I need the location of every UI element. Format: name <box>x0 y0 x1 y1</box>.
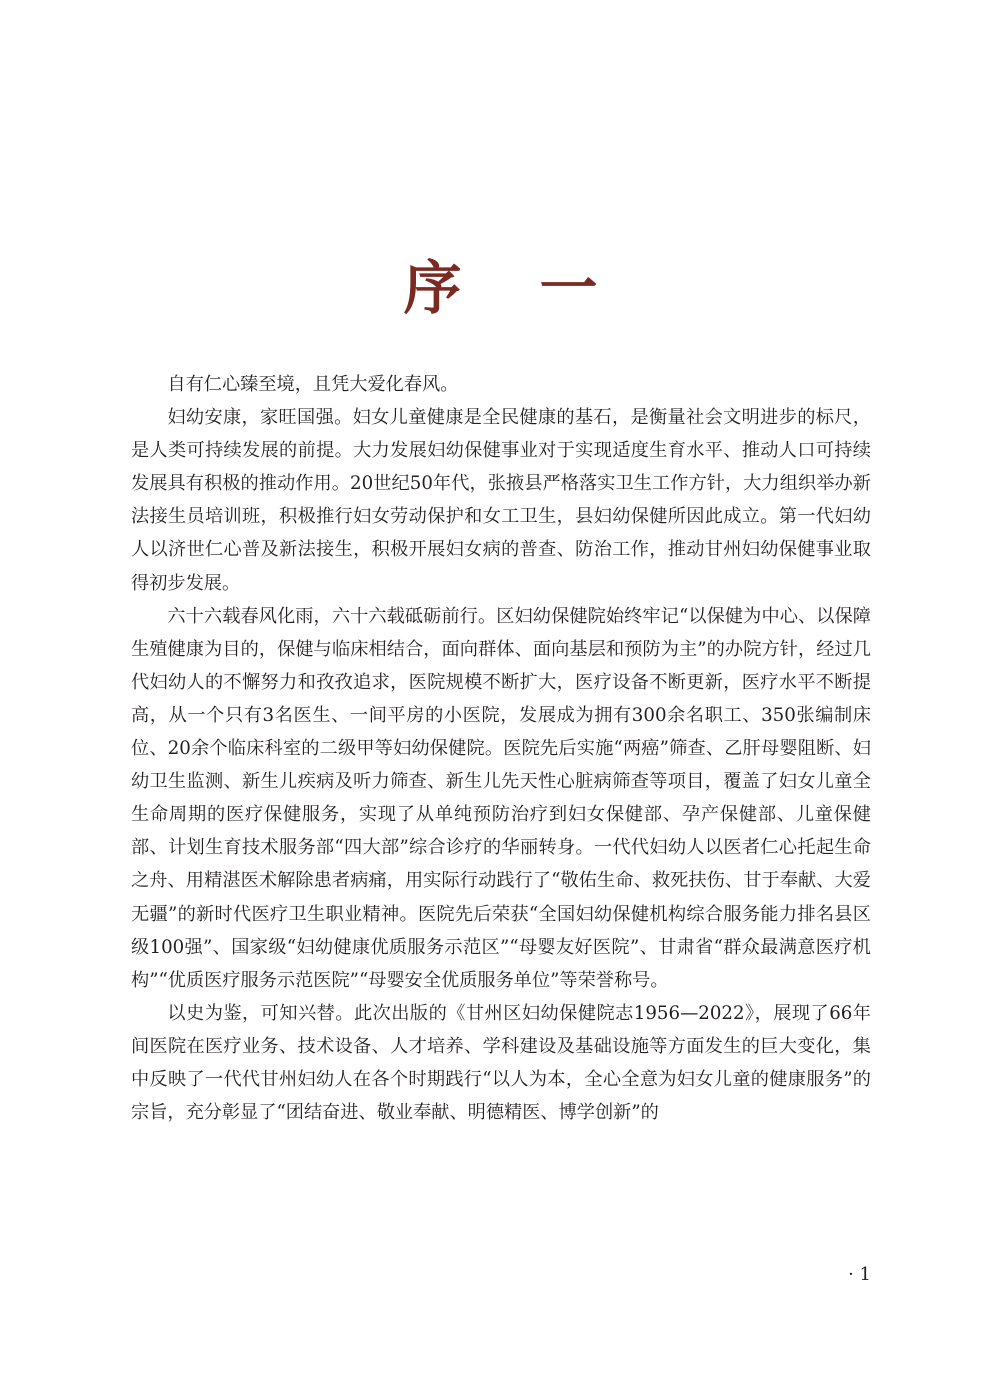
paragraph-1: 自有仁心臻至境，且凭大爱化春风。 <box>167 374 459 395</box>
preface-body <box>131 368 871 1129</box>
paragraph-2: 妇幼安康，家旺国强。妇女儿童健康是全民健康的基石，是衡量社会文明进步的标尺，是人类可持续发展的前提。大力发展妇幼保健事业对于实现适度生育水平、推动人口可持续发展具有积极的推动作用。20世纪50年代，张掖县严格落实卫生工作方针，大力组织举办新法接生员培训班，积极推行妇女劳动保护和女工卫生，县妇幼保健所因此成立。第一代妇幼人以济世仁心普及新法接生，积极开展妇女病的普查、防治工作，推动甘州妇幼保健事业取得初步发展。 <box>131 407 871 594</box>
page-number: · 1 <box>848 1264 871 1285</box>
page-title: 序一 <box>403 254 676 322</box>
paragraph-3: 六十六载春风化雨，六十六载砥砺前行。区妇幼保健院始终牢记“以保健为中心、以保障生殖健康为目的，保健与临床相结合，面向群体、面向基层和预防为主”的办院方针，经过几代妇幼人的不懈努力和孜孜追求，医院规模不断扩大，医疗设备不断更新，医疗水平不断提高，从一个只有3名医生、一间平房的小医院，发展成为拥有300余名职工、350张编制床位、20余个临床科室的二级甲等妇幼保健院。医院先后实施“两癌”筛查、乙肝母婴阻断、妇幼卫生监测、新生儿疾病及听力筛查、新生儿先天性心脏病筛查等项目，覆盖了妇女儿童全生命周期的医疗保健服务，实现了从单纯预防治疗到妇女保健部、孕产保健部、儿童保健部、计划生育技术服务部“四大部”综合诊疗的华丽转身。一代代妇幼人以医者仁心托起生命之舟、用精湛医术解除患者病痛，用实际行动践行了“敬佑生命、救死扶伤、甘于奉献、大爱无疆”的新时代医疗卫生职业精神。医院先后荣获“全国妇幼保健机构综合服务能力排名县区级100强”、国家级“妇幼健康优质服务示范区”“母婴友好医院”、甘肃省“群众最满意医疗机构”“优质医疗服务示范医院”“母婴安全优质服务单位”等荣誉称号。 <box>131 605 871 991</box>
paragraph-4: 以史为鉴，可知兴替。此次出版的《甘州区妇幼保健院志1956—2022》，展现了66年间医院在医疗业务、技术设备、人才培养、学科建设及基础设施等方面发生的巨大变化，集中反映了一代代甘州妇幼人在各个时期践行“以人为本，全心全意为妇女儿童的健康服务”的宗旨，充分彰显了“团结奋进、敬业奉献、明德精医、博学创新”的 <box>131 1002 871 1124</box>
